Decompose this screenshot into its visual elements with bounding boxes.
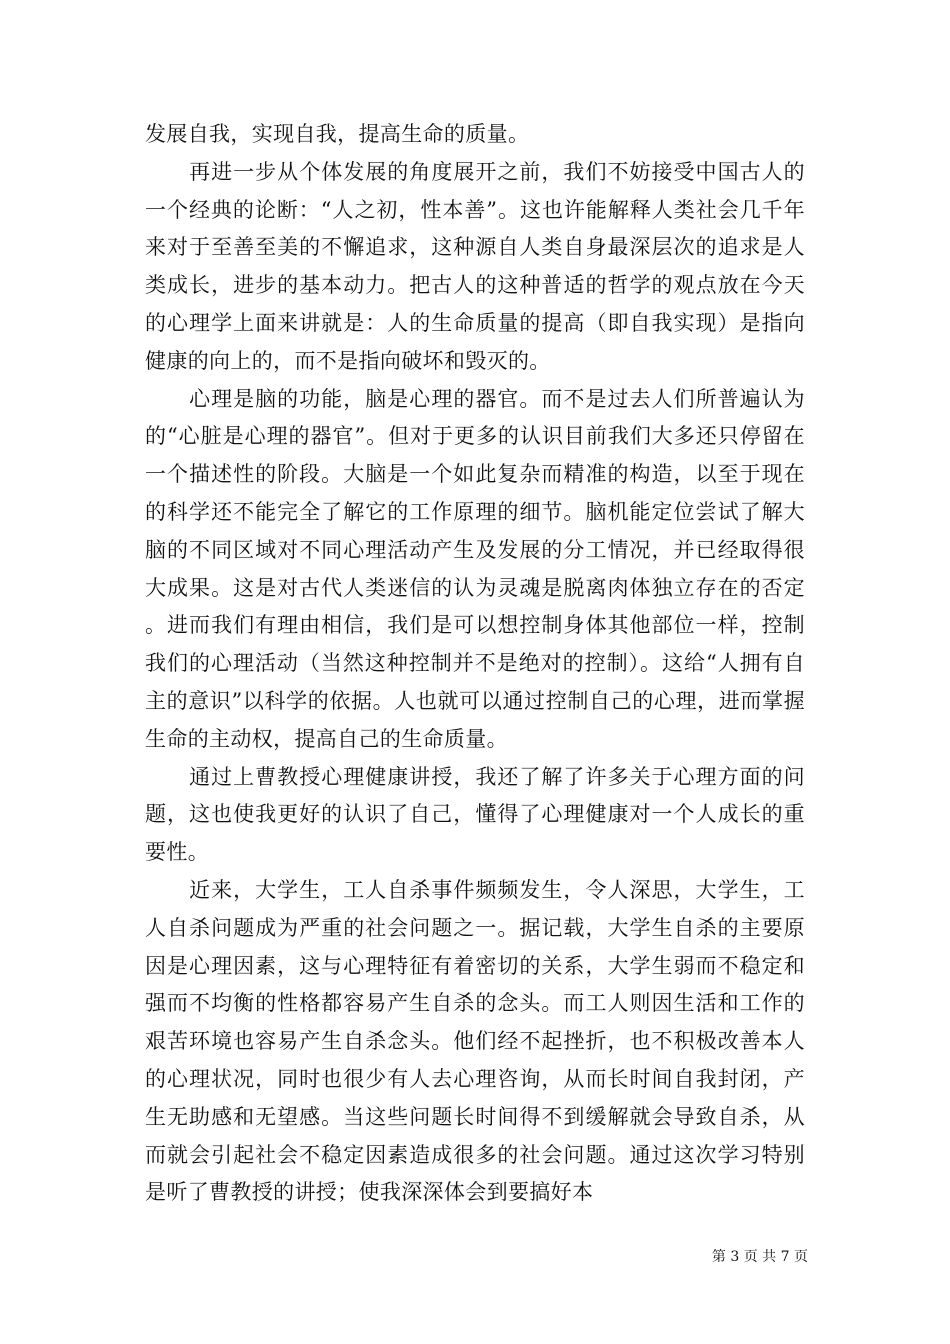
paragraph-3: 心理是脑的功能，脑是心理的器官。而不是过去人们所普遍认为的“心脏是心理的器官”。但对于更多的认识目前我们大多还只停留在一个描述性的阶段。大脑是一个如此复杂而精准的构造，以至于现在的科学还不能完全了解它的工作原理的细节。脑机能定位尝试了解大脑的不同区域对不同心理活动产生及发展的分工情况，并已经取得很大成果。这是对古代人类迷信的认为灵魂是脱离肉体独立存在的否定。进而我们有理由相信，我们是可以想控制身体其他部位一样，控制我们的心理活动（当然这种控制并不是绝对的控制）。这给“人拥有自主的意识”以科学的依据。人也就可以通过控制自己的心理，进而掌握生命的主动权，提高自己的生命质量。 — [145, 386, 805, 751]
paragraph-2: 再进一步从个体发展的角度展开之前，我们不妨接受中国古人的一个经典的论断：“人之初，性本善”。这也许能解释人类社会几千年来对于至善至美的不懈追求，这种源自人类自身最深层次的追求是人类成长，进步的基本动力。把古人的这种普适的哲学的观点放在今天的心理学上面来讲就是：人的生命质量的提高（即自我实现）是指向健康的向上的，而不是指向破坏和毁灭的。 — [145, 159, 805, 373]
paragraph-5: 近来，大学生，工人自杀事件频频发生，令人深思，大学生，工人自杀问题成为严重的社会问题之一。据记载，大学生自杀的主要原因是心理因素，这与心理特征有着密切的关系，大学生弱而不稳定和强而不均衡的性格都容易产生自杀的念头。而工人则因生活和工作的艰苦环境也容易产生自杀念头。他们经不起挫折，也不积极改善本人的心理状况，同时也很少有人去心理咨询，从而长时间自我封闭，产生无助感和无望感。当这些问题长时间得不到缓解就会导致自杀，从而就会引起社会不稳定因素造成很多的社会问题。通过这次学习特别是听了曹教授的讲授；使我深深体会到要搞好本 — [145, 877, 805, 1205]
body-text — [145, 116, 805, 1212]
paragraph-1: 发展自我，实现自我，提高生命的质量。 — [145, 122, 530, 146]
paragraph-4: 通过上曹教授心理健康讲授，我还了解了许多关于心理方面的问题，这也使我更好的认识了自己，懂得了心理健康对一个人成长的重要性。 — [145, 764, 805, 865]
page-number: 第 3 页 共 7 页 — [711, 1249, 808, 1265]
